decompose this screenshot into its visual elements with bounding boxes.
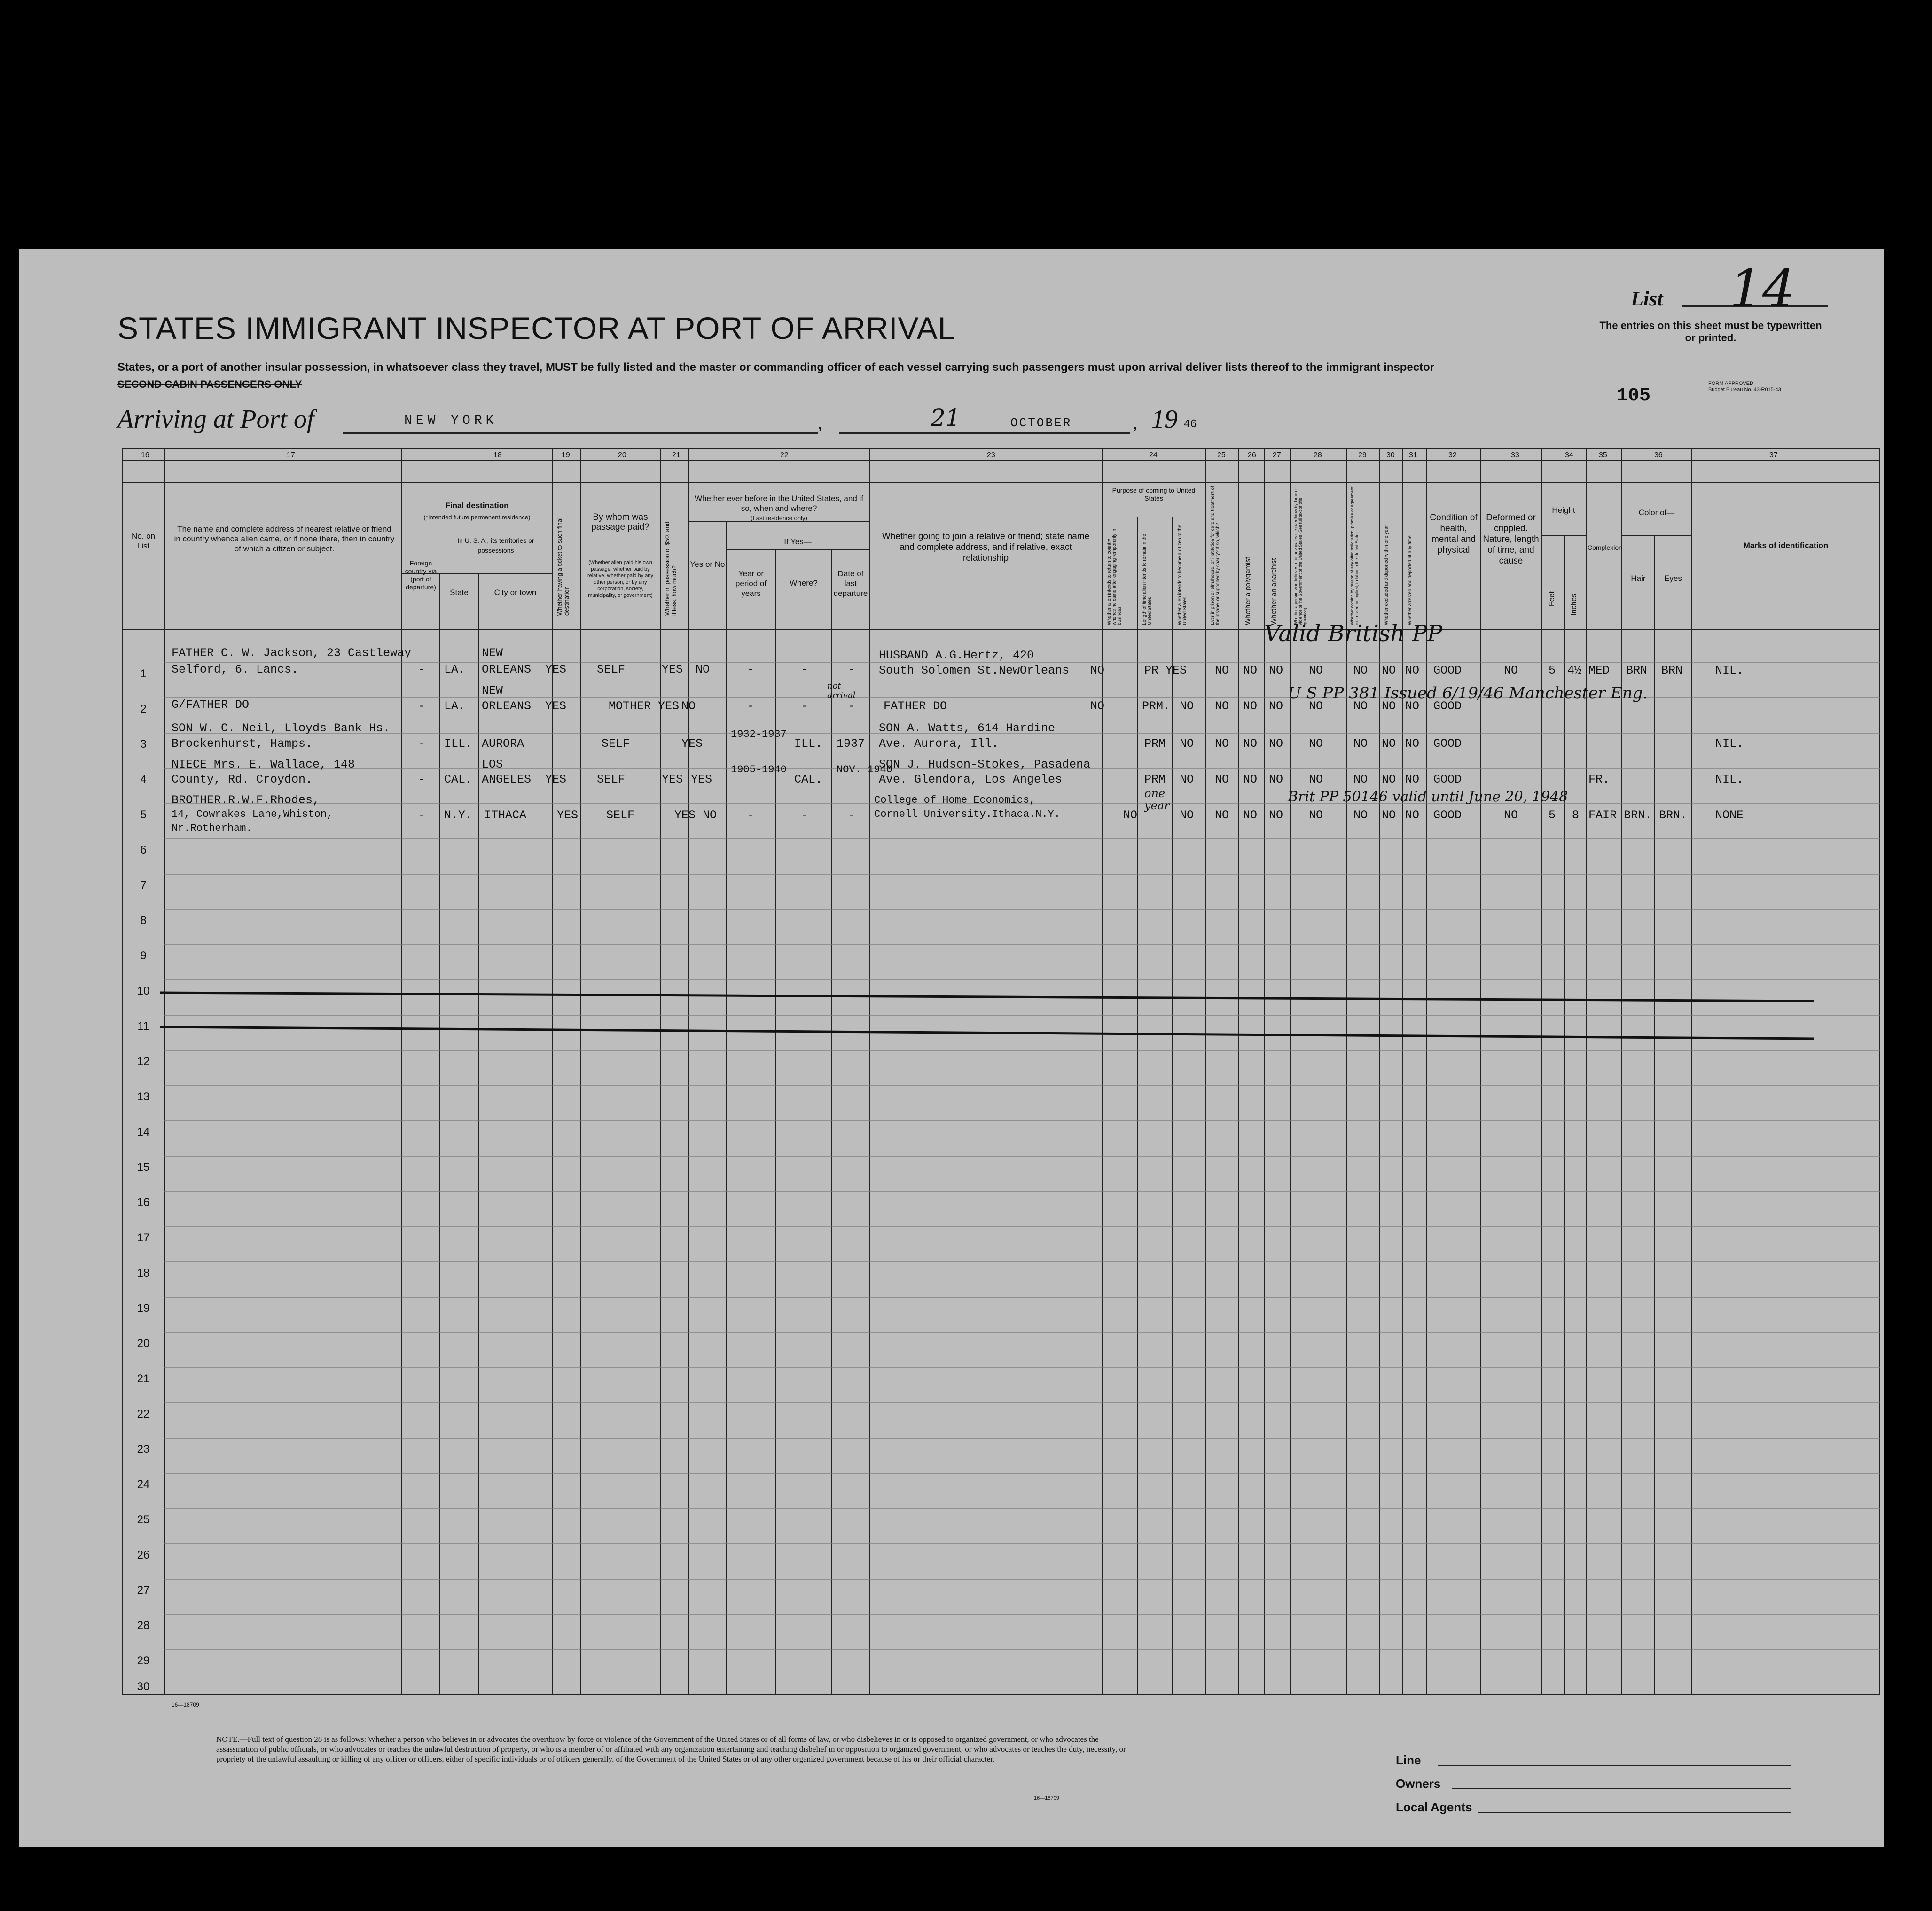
- condition: GOOD: [1433, 664, 1462, 677]
- header-final-destination: Final destination: [445, 501, 509, 510]
- foreign-country: -: [418, 808, 426, 822]
- row-number: 20: [137, 1337, 150, 1350]
- col-28: NO: [1309, 773, 1323, 786]
- city: ITHACA: [484, 808, 527, 822]
- form-title: STATES IMMIGRANT INSPECTOR AT PORT OF ARRIVAL: [117, 311, 956, 345]
- column-number: 33: [1511, 451, 1519, 459]
- row-number: 30: [137, 1680, 150, 1693]
- state: CAL.: [444, 773, 473, 786]
- comma: ,: [818, 412, 822, 433]
- col-27: NO: [1269, 737, 1283, 751]
- foreign-country: -: [418, 737, 426, 751]
- before-us: NO: [703, 808, 717, 822]
- line-label: Line: [1396, 1753, 1421, 1767]
- header-going-to-join: Whether going to join a relative or friend; state name and complete address, and if relative, exact relationship: [882, 532, 1090, 563]
- list-number: 14: [1729, 258, 1795, 319]
- where: -: [801, 808, 809, 822]
- header-before-us-note: (Last residence only): [751, 515, 807, 522]
- col-25: NO: [1215, 664, 1229, 677]
- list-label: List: [1631, 287, 1663, 310]
- column-number: 23: [987, 451, 995, 459]
- owners-label: Owners: [1396, 1777, 1441, 1791]
- header-excluded: Whether excluded and deported within one year: [1384, 525, 1389, 625]
- col-29: NO: [1353, 699, 1368, 713]
- row-number: 22: [137, 1408, 150, 1420]
- year-period: -: [747, 663, 755, 676]
- marks: NONE: [1715, 808, 1744, 822]
- before-us: YES: [681, 737, 703, 751]
- city: AURORA: [482, 737, 524, 751]
- col-30: NO: [1382, 664, 1396, 677]
- eyes: BRN: [1661, 664, 1683, 677]
- typewritten-note: The entries on this sheet must be typewritten or printed.: [1599, 320, 1822, 344]
- departure-date: -: [848, 663, 856, 676]
- header-possession-50: Whether in possession of $50, and if less, how much?: [664, 521, 678, 616]
- condition: GOOD: [1433, 699, 1462, 713]
- before-us: YES: [691, 773, 712, 786]
- column-number: 24: [1149, 451, 1158, 459]
- budget-bureau: Budget Bureau No. 43-R015-43: [1708, 387, 1781, 392]
- header-hair: Hair: [1631, 574, 1646, 583]
- col-31: NO: [1405, 699, 1420, 713]
- footnote-question-28: NOTE.—Full text of question 28 is as follows: Whether a person who believes in or advocates the overthrow by force or violence of the Government of the United States or of all forms of law, or who disbelieves in or is opposed to organized government, or who advocates the assassination of public officials, or who advocates or teaches the unlawful destruction of property, or who is a member of or affiliated with any organization entertaining and teaching disbelief in or opposition to organized government, or who advocates or teaches the duty, necessity, or propriety of the unlawful assaulting or killing of any officer or officers, either of specific individuals or of officers generally, of the Government of the United States or of any other organized government because of his or their official character.: [216, 1735, 1126, 1763]
- header-purpose-c: Whether alien intends to become a citizen of the United States: [1177, 525, 1188, 625]
- purpose-c: NO: [1180, 699, 1194, 713]
- col-31: NO: [1405, 664, 1420, 677]
- header-complexion: Complexion: [1588, 544, 1622, 551]
- going-to-join: SON J. Hudson-Stokes, Pasadena: [879, 758, 1091, 771]
- header-condition: Condition of health, mental and physical: [1430, 513, 1478, 555]
- comma: ,: [1133, 412, 1137, 433]
- col-25: NO: [1215, 773, 1229, 786]
- eyes: BRN.: [1659, 808, 1688, 822]
- going-to-join: South Solomen St.NewOrleans: [879, 664, 1070, 677]
- row-number: 24: [137, 1478, 150, 1491]
- row-number: 5: [140, 808, 147, 821]
- passage-paid: SELF: [597, 773, 626, 786]
- complexion: FAIR: [1588, 808, 1617, 822]
- row-number: 13: [137, 1090, 150, 1103]
- height-inches: 8: [1572, 808, 1580, 822]
- marks: NIL.: [1715, 664, 1744, 677]
- column-number: 21: [672, 451, 681, 459]
- row-number: 18: [137, 1267, 150, 1279]
- column-number: 30: [1386, 451, 1395, 459]
- column-number: 37: [1769, 451, 1778, 459]
- relative-address: SON W. C. Neil, Lloyds Bank Hs.: [172, 721, 391, 735]
- col-25: NO: [1215, 699, 1229, 713]
- relative-address: BROTHER.R.W.F.Rhodes,: [172, 793, 320, 807]
- where: -: [801, 699, 809, 713]
- col-27: NO: [1269, 773, 1283, 786]
- state: LA.: [444, 699, 466, 713]
- row-number: 29: [137, 1654, 150, 1667]
- sheet-number: 105: [1617, 385, 1651, 407]
- column-number: 28: [1314, 451, 1322, 459]
- local-agents-field: [1478, 1812, 1791, 1813]
- where: ILL.: [794, 737, 823, 751]
- arriving-label: Arriving at Port of: [117, 405, 314, 434]
- before-us: NO: [681, 699, 696, 713]
- handwritten-note: U S PP 381 Issued 6/19/46 Manchester Eng.: [1288, 684, 1648, 703]
- row-number: 17: [137, 1231, 150, 1244]
- line-field: [1438, 1765, 1791, 1766]
- column-number-row: [122, 451, 1880, 461]
- header-if-yes: If Yes—: [784, 537, 812, 546]
- row-number: 12: [137, 1055, 150, 1068]
- col-28: NO: [1309, 737, 1323, 751]
- col-29: NO: [1353, 773, 1368, 786]
- col-31: NO: [1405, 737, 1420, 751]
- header-inches: Inches: [1570, 593, 1578, 616]
- going-to-join: Ave. Glendora, Los Angeles: [879, 773, 1063, 786]
- header-ticket: Whether having a ticket to such final destination: [556, 517, 570, 616]
- header-eyes: Eyes: [1664, 574, 1682, 583]
- complexion: FR.: [1588, 773, 1610, 786]
- state: N.Y.: [444, 808, 473, 822]
- row-number: 19: [137, 1302, 150, 1315]
- money: YES: [674, 808, 696, 822]
- before-us: NO: [696, 663, 710, 676]
- deformed: NO: [1504, 808, 1518, 822]
- column-number: 16: [141, 451, 149, 459]
- header-state: State: [450, 588, 469, 597]
- column-number: 22: [780, 451, 789, 459]
- year-period: 1905-1940: [731, 764, 787, 775]
- row-number: 10: [137, 985, 150, 997]
- owners-field: [1452, 1788, 1791, 1789]
- money: YES: [662, 773, 683, 786]
- city: ORLEANS: [482, 699, 532, 713]
- header-relative: The name and complete address of nearest relative or friend in country whence alien came, or if none there, then in country of which a citizen or subject.: [174, 525, 395, 553]
- ticket: YES: [545, 699, 567, 713]
- purpose-a: NO: [1090, 664, 1105, 677]
- col-25: NO: [1215, 737, 1229, 751]
- header-final-destination-note: (*Intended future permanent residence): [423, 514, 531, 521]
- row-number: 27: [137, 1584, 150, 1597]
- header-no-on-list: No. on List: [131, 532, 156, 550]
- foreign-country: -: [418, 663, 426, 676]
- purpose-c: NO: [1180, 808, 1194, 822]
- year-period: 1932-1937: [731, 728, 787, 740]
- row-number: 6: [140, 844, 147, 856]
- ticket: YES: [545, 773, 567, 786]
- port-of-arrival: NEW YORK: [404, 414, 498, 428]
- col-26: NO: [1243, 664, 1258, 677]
- header-passage-paid: By whom was passage paid?: [591, 512, 649, 532]
- col-27: NO: [1269, 664, 1283, 677]
- departure-date: -: [848, 699, 856, 713]
- header-date-departure: Date of last departure: [833, 569, 868, 598]
- col-28: NO: [1309, 664, 1323, 677]
- header-overthrow: Whether a person who believes in or advocates the overthrow by force or violence of the Government of the United States (See full text of this question): [1293, 488, 1307, 625]
- arrival-day: 21: [931, 404, 961, 431]
- header-purpose: Purpose of coming to United States: [1112, 486, 1196, 502]
- condition: GOOD: [1433, 808, 1462, 822]
- handwritten-note: not arrival: [827, 681, 856, 700]
- departure-date: 1937: [837, 737, 865, 751]
- footer-code: 16—18709: [1034, 1795, 1059, 1801]
- relative-address: County, Rd. Croydon.: [172, 773, 313, 786]
- height-feet: 5: [1549, 664, 1556, 677]
- col-26: NO: [1243, 737, 1258, 751]
- column-number: 19: [562, 451, 570, 459]
- header-marks: Marks of identification: [1743, 541, 1829, 550]
- foreign-country: -: [418, 773, 426, 786]
- form-code: 16—18709: [172, 1701, 199, 1708]
- header-purpose-b: Length of time alien intends to remain in the United States: [1142, 533, 1152, 625]
- column-number: 29: [1358, 451, 1367, 459]
- going-to-join: Cornell University.Ithaca.N.Y.: [874, 808, 1061, 820]
- col-27: NO: [1269, 699, 1283, 713]
- city: ORLEANS: [482, 663, 532, 676]
- header-arrested: Whether arrested and deported at any time: [1408, 535, 1413, 625]
- header-deformed: Deformed or crippled. Nature, length of time, and cause: [1483, 513, 1539, 566]
- year-prefix: 19: [1151, 405, 1178, 434]
- purpose-b: PRM: [1144, 737, 1166, 751]
- column-number: 27: [1273, 451, 1281, 459]
- header-purpose-a: Whether alien intends to return to country whence he came after engaging temporarily in business: [1107, 528, 1122, 625]
- row-number: 15: [137, 1161, 150, 1174]
- header-foreign-country: Foreign country via (port of departure): [405, 559, 437, 591]
- class-line: SECOND CABIN PASSENGERS ONLY: [117, 378, 302, 390]
- col-27: NO: [1269, 808, 1283, 822]
- col-28: NO: [1309, 699, 1323, 713]
- col-28: NO: [1309, 808, 1323, 822]
- row-number: 4: [140, 773, 147, 786]
- row-number: 16: [137, 1196, 150, 1209]
- header-city: City or town: [494, 588, 537, 597]
- col-30: NO: [1382, 808, 1396, 822]
- column-number: 31: [1409, 451, 1417, 459]
- header-where: Where?: [790, 579, 818, 587]
- handwritten-note: Brit PP 50146 valid until June 20, 1948: [1288, 789, 1568, 805]
- condition: GOOD: [1433, 773, 1462, 786]
- ticket: YES: [557, 808, 579, 822]
- column-number: 34: [1565, 451, 1573, 459]
- col-31: NO: [1405, 773, 1420, 786]
- row-number: 23: [137, 1443, 150, 1456]
- column-number: 18: [493, 451, 502, 459]
- column-number: 17: [287, 451, 295, 459]
- header-feet: Feet: [1548, 591, 1556, 606]
- relative-address: 14, Cowrakes Lane,Whiston,: [172, 808, 333, 820]
- where: -: [801, 663, 809, 676]
- city: ANGELES: [482, 773, 532, 786]
- hair: BRN: [1626, 664, 1648, 677]
- year-suffix: 46: [1183, 418, 1197, 431]
- year-period: -: [747, 808, 755, 822]
- header-year-period: Year or period of years: [735, 569, 767, 598]
- passage-paid: SELF: [602, 737, 630, 751]
- row-number: 9: [140, 949, 147, 962]
- header-before-us: Whether ever before in the United States, and if so, when and where?: [694, 494, 864, 513]
- col-30: NO: [1382, 773, 1396, 786]
- row-number: 28: [137, 1619, 150, 1632]
- purpose-c: NO: [1180, 737, 1194, 751]
- row-number: 1: [140, 667, 147, 680]
- money: YES: [662, 663, 683, 676]
- local-agents-label: Local Agents: [1396, 1800, 1472, 1814]
- column-number: 35: [1599, 451, 1607, 459]
- manifest-sheet: [19, 249, 1884, 1847]
- relative-address: G/FATHER DO: [172, 698, 250, 712]
- header-anarchist: Whether an anarchist: [1270, 558, 1278, 625]
- marks: NIL.: [1715, 737, 1744, 751]
- going-to-join: SON A. Watts, 614 Hardine: [879, 721, 1056, 735]
- city: LOS: [482, 758, 503, 771]
- purpose-b: PRM.: [1142, 699, 1171, 713]
- row-number: 21: [137, 1372, 150, 1385]
- money: YES: [658, 699, 680, 713]
- height-inches: 4½: [1567, 664, 1582, 677]
- relative-address: Brockenhurst, Hamps.: [172, 737, 313, 751]
- departure-date: NOV. 1940: [837, 764, 892, 775]
- row-number: 8: [140, 914, 147, 927]
- row-number: 3: [140, 738, 147, 751]
- marks: NIL.: [1715, 773, 1744, 786]
- height-feet: 5: [1549, 808, 1556, 822]
- header-in-usa: In U. S. A., its territories or possessions: [457, 537, 534, 554]
- purpose-c: YES: [1165, 664, 1187, 677]
- row-number: 14: [137, 1126, 150, 1138]
- row-number: 2: [140, 703, 147, 715]
- table-grid: [19, 249, 1884, 1847]
- form-approved: FORM APPROVED: [1708, 381, 1753, 386]
- col-26: NO: [1243, 808, 1258, 822]
- going-to-join: Ave. Aurora, Ill.: [879, 737, 999, 751]
- header-color-of: Color of—: [1638, 508, 1675, 517]
- column-number: 32: [1448, 451, 1457, 459]
- foreign-country: -: [418, 699, 426, 713]
- row-number: 25: [137, 1513, 150, 1526]
- ticket: YES: [545, 663, 567, 676]
- header-polygamist: Whether a polygamist: [1244, 556, 1252, 625]
- column-number: 36: [1654, 451, 1663, 459]
- passage-paid: MOTHER: [609, 699, 651, 713]
- city: NEW: [482, 684, 503, 697]
- col-30: NO: [1382, 699, 1396, 713]
- purpose-a: NO: [1090, 699, 1105, 713]
- condition: GOOD: [1433, 737, 1462, 751]
- passage-paid: SELF: [597, 663, 626, 676]
- column-number: 26: [1248, 451, 1256, 459]
- state: ILL.: [444, 737, 473, 751]
- col-29: NO: [1353, 808, 1368, 822]
- handwritten-note: Valid British PP: [1264, 620, 1443, 647]
- where: CAL.: [794, 773, 823, 786]
- purpose-b: one year: [1144, 787, 1170, 812]
- col-30: NO: [1382, 737, 1396, 751]
- relative-address: Selford, 6. Lancs.: [172, 663, 299, 676]
- going-to-join: College of Home Economics,: [874, 794, 1036, 806]
- year-period: -: [747, 699, 755, 713]
- row-number: 26: [137, 1549, 150, 1561]
- purpose-b: PR: [1144, 664, 1159, 677]
- complexion: MED: [1588, 664, 1610, 677]
- header-passage-note: (Whether alien paid his own passage, whether paid by relative, whether paid by any other person, or by any corporation, society, municipality, or government): [587, 560, 654, 598]
- col-31: NO: [1405, 808, 1420, 822]
- hair: BRN.: [1624, 808, 1652, 822]
- header-prison: Ever in prison or almshouse, or institution for care and treatment of the insane, or supported by charity? If so, which?: [1210, 486, 1220, 625]
- passage-paid: SELF: [606, 808, 635, 822]
- going-to-join: HUSBAND A.G.Hertz, 420: [879, 649, 1034, 662]
- column-number: 20: [618, 451, 626, 459]
- row-number: 7: [140, 879, 147, 892]
- col-29: NO: [1353, 737, 1368, 751]
- form-subtitle: States, or a port of another insular possession, in whatsoever class they travel, MUST be fully listed and the master or commanding officer of each vessel carrying such passengers must upon arrival deliver lists thereof to the immigrant inspector: [117, 361, 1435, 374]
- relative-address: FATHER C. W. Jackson, 23 Castleway: [172, 646, 412, 660]
- state: LA.: [444, 663, 466, 676]
- header-yes-no: Yes or No: [690, 560, 725, 569]
- col-26: NO: [1243, 699, 1258, 713]
- column-number: 25: [1217, 451, 1226, 459]
- relative-address: Nr.Rotherham.: [172, 822, 252, 834]
- purpose-c: NO: [1180, 773, 1194, 786]
- purpose-a: NO: [1123, 808, 1138, 822]
- deformed: NO: [1504, 664, 1518, 677]
- header-height: Height: [1552, 506, 1575, 515]
- row-number: 11: [137, 1020, 149, 1033]
- col-29: NO: [1353, 664, 1368, 677]
- going-to-join: FATHER DO: [884, 699, 947, 713]
- departure-date: -: [848, 808, 856, 822]
- purpose-b: PRM: [1144, 773, 1166, 786]
- arrival-month: OCTOBER: [1010, 416, 1072, 430]
- relative-address: NIECE Mrs. E. Wallace, 148: [172, 758, 355, 771]
- col-25: NO: [1215, 808, 1229, 822]
- col-26: NO: [1243, 773, 1258, 786]
- city: NEW: [482, 646, 503, 660]
- header-coming-offer: Whether coming by reason of any offer, solicitation, promise or agreement, expressed or implied, to labor in the United States: [1350, 486, 1359, 625]
